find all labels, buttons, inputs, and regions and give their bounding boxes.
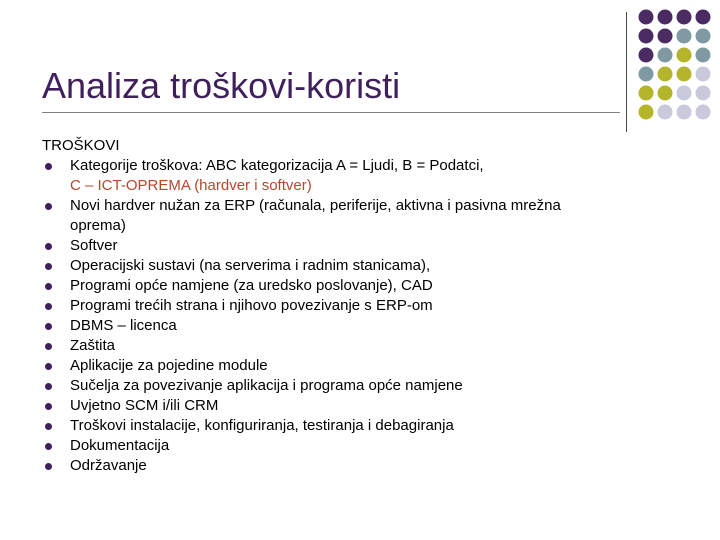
decorative-dot-icon bbox=[696, 67, 711, 82]
bullet-item bbox=[42, 236, 662, 256]
vertical-divider bbox=[626, 12, 627, 132]
decorative-dot-icon bbox=[658, 48, 673, 63]
bullet-text: Kategorije troškova: ABC kategorizacija A = Ljudi, B = Podatci, bbox=[70, 157, 484, 174]
decorative-dot-icon bbox=[658, 29, 673, 44]
bullet-item bbox=[42, 396, 662, 416]
bullet-text: Troškovi instalacije, konfiguriranja, testiranja i debagiranja bbox=[70, 417, 454, 434]
bullet-text: Uvjetno SCM i/ili CRM bbox=[70, 397, 219, 414]
decorative-dot-icon bbox=[696, 86, 711, 101]
slide-title: Analiza troškovi-koristi bbox=[42, 65, 401, 106]
bullet-text: Programi opće namjene (za uredsko poslovanje), CAD bbox=[70, 277, 433, 294]
bullet-text: Održavanje bbox=[70, 457, 147, 474]
decorative-dot-icon bbox=[696, 29, 711, 44]
bullet-dot-icon bbox=[45, 323, 52, 330]
bullet-item bbox=[42, 456, 662, 476]
decorative-dot-icon bbox=[639, 105, 654, 120]
bullet-item bbox=[42, 276, 662, 296]
bullet-item bbox=[42, 156, 662, 196]
bullet-item bbox=[42, 336, 662, 356]
bullet-text: Programi trećih strana i njihovo povezivanje s ERP-om bbox=[70, 297, 433, 314]
decorative-dot-icon bbox=[658, 10, 673, 25]
decorative-dot-icon bbox=[639, 48, 654, 63]
bullet-dot-icon bbox=[45, 243, 52, 250]
decorative-dot-icon bbox=[677, 67, 692, 82]
decorative-dot-icon bbox=[677, 105, 692, 120]
bullet-dot-icon bbox=[45, 463, 52, 470]
bullet-dot-icon bbox=[45, 283, 52, 290]
decorative-dot-icon bbox=[677, 10, 692, 25]
title-divider bbox=[42, 112, 620, 113]
decorative-dot-icon bbox=[658, 105, 673, 120]
decorative-dot-icon bbox=[696, 48, 711, 63]
decorative-dot-icon bbox=[677, 48, 692, 63]
bullet-item bbox=[42, 376, 662, 396]
bullet-text: Zaštita bbox=[70, 337, 116, 354]
decorative-dot-icon bbox=[677, 29, 692, 44]
bullet-dot-icon bbox=[45, 163, 52, 170]
bullet-dot-icon bbox=[45, 443, 52, 450]
bullet-text: Aplikacije za pojedine module bbox=[70, 357, 268, 374]
bullet-dot-icon bbox=[45, 363, 52, 370]
bullet-text: Novi hardver nužan za ERP (računala, periferije, aktivna i pasivna mrežna bbox=[70, 197, 561, 214]
decorative-dot-icon bbox=[639, 29, 654, 44]
bullet-list bbox=[42, 156, 662, 476]
section-heading: TROŠKOVI bbox=[42, 137, 120, 154]
bullet-item bbox=[42, 416, 662, 436]
bullet-dot-icon bbox=[45, 423, 52, 430]
decorative-dot-icon bbox=[639, 10, 654, 25]
bullet-item bbox=[42, 256, 662, 276]
bullet-text: Operacijski sustavi (na serverima i radnim stanicama), bbox=[70, 257, 431, 274]
decorative-dot-icon bbox=[639, 86, 654, 101]
bullet-text: Sučelja za povezivanje aplikacija i programa opće namjene bbox=[70, 377, 463, 394]
decorative-dot-icon bbox=[658, 67, 673, 82]
slide-body bbox=[42, 136, 662, 476]
bullet-text: Softver bbox=[70, 237, 118, 254]
bullet-item bbox=[42, 436, 662, 456]
decorative-dot-icon bbox=[639, 67, 654, 82]
bullet-item bbox=[42, 196, 662, 236]
decorative-dot-icon bbox=[696, 105, 711, 120]
bullet-text: oprema) bbox=[70, 217, 126, 234]
bullet-item bbox=[42, 356, 662, 376]
bullet-item bbox=[42, 296, 662, 316]
bullet-dot-icon bbox=[45, 383, 52, 390]
bullet-text: DBMS – licenca bbox=[70, 317, 177, 334]
decorative-dot-icon bbox=[677, 86, 692, 101]
bullet-item bbox=[42, 316, 662, 336]
decorative-dot-icon bbox=[658, 86, 673, 101]
bullet-dot-icon bbox=[45, 343, 52, 350]
bullet-dot-icon bbox=[45, 403, 52, 410]
bullet-text: Dokumentacija bbox=[70, 437, 170, 454]
bullet-text: C – ICT-OPREMA (hardver i softver) bbox=[70, 177, 312, 194]
bullet-dot-icon bbox=[45, 303, 52, 310]
bullet-dot-icon bbox=[45, 263, 52, 270]
decorative-dot-icon bbox=[696, 10, 711, 25]
bullet-dot-icon bbox=[45, 203, 52, 210]
